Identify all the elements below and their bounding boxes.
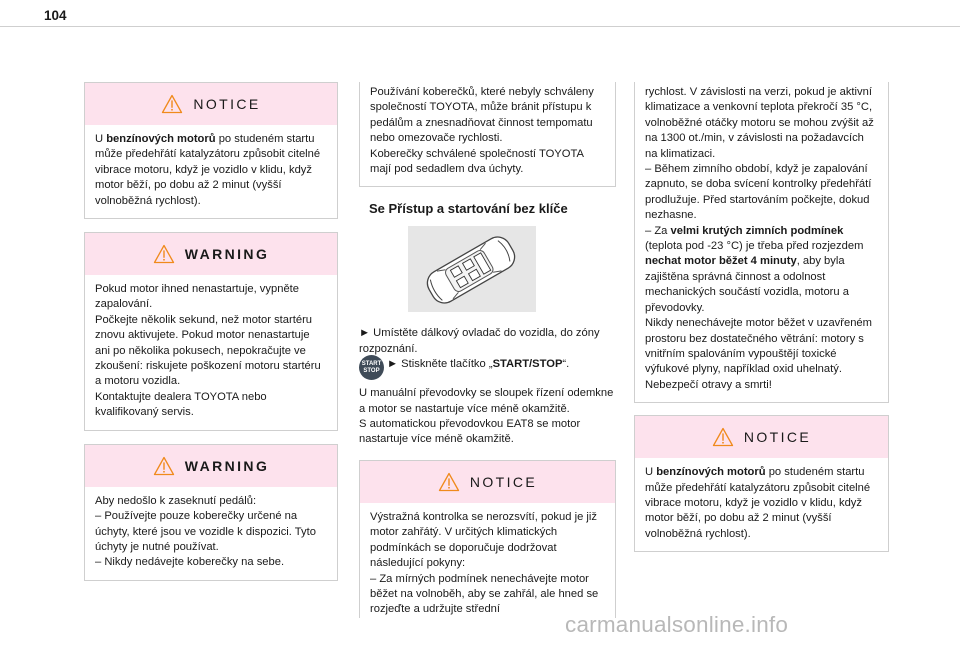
warning-triangle-icon: [712, 427, 734, 447]
notice-header: [635, 416, 888, 458]
automatic-gearbox-text: S automatickou převodovkou EAT8 se motor nastartuje více méně okamžitě.: [359, 418, 581, 446]
carpet-info-text: Používání koberečků, které nebyly schváleny společností TOYOTA, může bránit přístupu k pedálům a znesnadňovat činnost tempomatu nebo omezovače rychlosti. Koberečky schválené společností TOYOTA mají pod sedadlem dva úchyty.: [370, 86, 594, 176]
warning-text: Pokud motor ihned nenastartuje, vypněte zapalování. Počkejte několik sekund, než motor startéru znovu aktivujete. Pokud motor nenastartuje ani po několika pokusech, nepokračujte ve zkoušení: riskujete poškození motoru startéru a motoru vozidla. Kontaktujte dealera TOYOTA nebo kvalifikovaný servis.: [95, 283, 321, 419]
warning-box: [84, 232, 338, 431]
notice-header: [360, 461, 615, 503]
watermark: carmanualsonline.info: [565, 612, 789, 637]
start-stop-button-icon: START STOP: [359, 355, 384, 380]
warning-text: Aby nedošlo k zaseknutí pedálů: – Používejte pouze koberečky určené na úchyty, které jsou ve vozidle k dispozici. Tyto úchyty je nutné používat. – Nikdy nedávejte koberečky na sebe.: [95, 494, 316, 569]
top-rule: [0, 26, 960, 27]
notice-text: U benzínových motorů po studeném startu může předehřátí katalyzátoru způsobit citelné vibrace motoru, když je vozidlo v klidu, když motor běží, po dobu až 2 minut (vyšší volnoběžná rychlost).: [95, 133, 321, 207]
notice-box-warmup: [359, 460, 616, 618]
manual-gearbox-text: U manuální převodovky se sloupek řízení odemkne a motor se nastartuje více méně okamžitě.: [359, 387, 614, 415]
page-number: 104: [44, 8, 67, 23]
section-title: Se Přístup a startování bez klíče: [369, 201, 568, 217]
warning-header: [85, 233, 337, 275]
keyless-section: [359, 201, 616, 447]
notice-continued-box: [634, 82, 889, 403]
notice-box-petrol: [634, 415, 889, 552]
column-1: [84, 82, 338, 581]
carpet-info-box: [359, 82, 616, 187]
warning-triangle-icon: [153, 456, 175, 476]
notice-text: U benzínových motorů po studeném startu může předehřátí katalyzátoru způsobit citelné vibrace motoru, když je vozidlo v klidu, když motor běží, po dobu až 2 minut (vyšší volnoběžná rychlost).: [645, 466, 871, 540]
car-figure: [369, 225, 616, 318]
warning-title: WARNING: [184, 457, 270, 474]
step-2: START STOP ► Stiskněte tlačítko „START/STOP“.: [359, 357, 616, 380]
notice-continued-text: rychlost. V závislosti na verzi, pokud je aktivní klimatizace a venkovní teplota překročí 35 °C, volnoběžné otáčky motoru se mohou zvýšit až na 1300 ot./min, v závislosti na požadavcích na klimatizaci. – Během zimního období, když je zapalování zapnuto, se doba svícení kontrolky předehřátí prodlužuje. Před startováním počkejte, dokud nezhasne. – Za velmi krutých zimních podmínek (teplota pod -23 °C) je třeba před rozjezdem nechat motor běžet 4 minuty, aby byla zajištěna správná činnost a odolnost mechanických součástí vozidla, motoru a převodovky. Nikdy nenechávejte motor běžet v uzavřeném prostoru bez dostatečného větrání: motory s vnitřním spalováním vypouštějí toxické výfukové plyny, například oxid uhelnatý. Nebezpečí otravy a smrti!: [645, 86, 874, 391]
warning-triangle-icon: [153, 244, 175, 264]
column-3: [634, 82, 889, 552]
warning-triangle-icon: [438, 472, 460, 492]
car-key-zone-illustration: [407, 225, 537, 313]
notice-title: NOTICE: [743, 429, 812, 446]
warning-title: WARNING: [184, 246, 270, 263]
notice-box: [84, 82, 338, 219]
step-1: ► Umístěte dálkový ovladač do vozidla, do zóny rozpoznání.: [359, 327, 600, 355]
notice-title: NOTICE: [193, 96, 261, 112]
column-2: [359, 82, 616, 618]
warning-header: [85, 445, 337, 487]
notice-title: NOTICE: [469, 473, 538, 490]
warning-box-pedals: [84, 444, 338, 581]
warning-triangle-icon: [161, 94, 183, 114]
notice-text: Výstražná kontrolka se nerozsvítí, pokud je již motor zahřátý. V určitých klimatických podmínkách se doporučuje dodržovat následující pokyny: – Za mírných podmínek nenechávejte motor běžet na volnoběh, aby se zahřál, ale hned se rozjeďte a udržujte střední: [370, 510, 599, 616]
keyless-steps: [359, 326, 616, 447]
notice-header: [85, 83, 337, 125]
